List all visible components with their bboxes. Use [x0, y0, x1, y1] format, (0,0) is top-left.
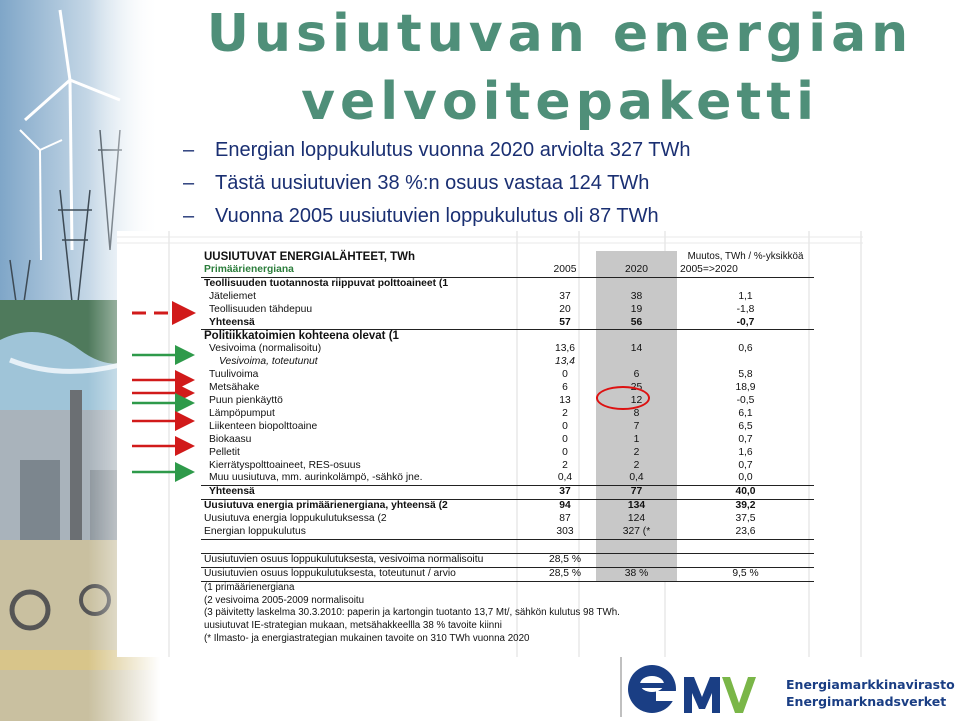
emv-logo: [626, 663, 776, 715]
bullet-list: [183, 134, 691, 233]
table-row: Jäteliemet 37 38 1,1: [209, 290, 753, 302]
table-row: Muu uusiutuva, mm. aurinkolämpö, -sähkö jne. 0,4 0,4 0,0: [201, 472, 814, 485]
bullet-item: [183, 200, 691, 233]
slide-title-line2: velvoitepaketti: [301, 72, 819, 132]
table-subheader-row: [201, 264, 814, 277]
bullet-text: Vuonna 2005 uusiutuvien loppukulutus oli 87 TWh: [215, 205, 659, 227]
slide-title-line1: Uusiutuvan energian: [206, 4, 914, 64]
share-row: Uusiutuvien osuus loppukulutuksesta, toteutunut / arvio 28,5 % 38 % 9,5 %: [201, 567, 814, 581]
table-row: Vesivoima, toteutunut 13,4: [201, 356, 814, 369]
note-row: (* Ilmasto- ja energiastrategian mukainen tavoite on 310 TWh vuonna 2020: [204, 633, 530, 645]
bullet-text: Tästä uusiutuvien 38 %:n osuus vastaa 124 TWh: [215, 172, 650, 194]
spreadsheet-image: [117, 231, 863, 657]
section-row: [201, 330, 814, 343]
section-title: Teollisuuden tuotannosta riippuvat polttoaineet (1: [204, 277, 449, 289]
agency-name-sv: Energimarknadsverket: [786, 694, 947, 709]
col-2005-header: 2005: [534, 264, 596, 277]
note-row: uusiutuvat IE-strategian mukaan, metsähakkeellla 38 % tavoite kiinni: [204, 620, 502, 632]
table-row: Vesivoima (normalisoitu) 13,6 14 0,6: [209, 343, 753, 355]
highlight-circle: [596, 386, 650, 410]
col-2020-header: 2020: [596, 264, 677, 277]
table-row: Energian loppukulutus 303 327 (* 23,6: [201, 526, 814, 539]
note-row: (2 vesivoima 2005-2009 normalisoitu: [204, 594, 365, 606]
table-row: Lämpöpumput 2 8 6,1: [209, 407, 753, 419]
table-row: Teollisuuden tähdepuu 20 19 -1,8: [209, 303, 755, 315]
table-row: Kierrätyspolttoaineet, RES-osuus 2 2 0,7: [209, 459, 753, 471]
table-row-total: Yhteensä 57 56 -0,7: [201, 317, 814, 330]
note-row: (1 primäärienergiana: [204, 581, 295, 593]
spacer-row: [201, 539, 814, 553]
note-row: (3 päivitetty laskelma 30.3.2010: paperin ja kartongin tuotanto 13,7 Mt/, sähkön kulutus 98 TWh.: [204, 607, 620, 619]
subheader: Primäärienergiana: [201, 264, 534, 277]
bullet-item: [183, 134, 691, 167]
section-title: Politiikkatoimien kohteena olevat (1: [204, 330, 399, 343]
table-row: Uusiutuva energia loppukulutuksessa (2 87 124 37,5: [204, 513, 756, 525]
table-title: UUSIUTUVAT ENERGIALÄHTEET, TWh: [204, 251, 416, 263]
bullet-marker: –: [183, 139, 195, 161]
bullet-marker: –: [183, 205, 195, 227]
table-row-total: Yhteensä 37 77 40,0: [201, 486, 814, 500]
share-row: Uusiutuvien osuus loppukulutuksesta, vesivoima normalisoitu 28,5 %: [201, 553, 814, 567]
renewables-table: [201, 251, 814, 646]
agency-name-fi: Energiamarkkinavirasto: [786, 677, 955, 692]
section-row: [201, 277, 814, 290]
table-row-total: Uusiutuva energia primäärienergiana, yhteensä (2 94 134 39,2: [201, 500, 814, 513]
table-row: Metsähake 6 25 18,9: [209, 382, 756, 394]
logo-divider: [620, 657, 622, 717]
table-row: Liikenteen biopolttoaine 0 7 6,5: [209, 420, 753, 432]
table-row: Pelletit 0 2 1,6: [209, 446, 753, 458]
table-title-row: [201, 251, 814, 264]
change-header-2: 2005=>2020: [677, 264, 814, 277]
bullet-marker: –: [183, 172, 195, 194]
table-row: Tuulivoima 0 6 5,8: [209, 369, 753, 381]
bullet-text: Energian loppukulutus vuonna 2020 arviolta 327 TWh: [215, 139, 691, 161]
table-row: Biokaasu 0 1 0,7: [209, 433, 753, 445]
bullet-item: [183, 167, 691, 200]
table-row: Puun pienkäyttö 13 12 -0,5: [209, 394, 755, 406]
change-header: Muutos, TWh / %-yksikköä: [687, 251, 804, 262]
